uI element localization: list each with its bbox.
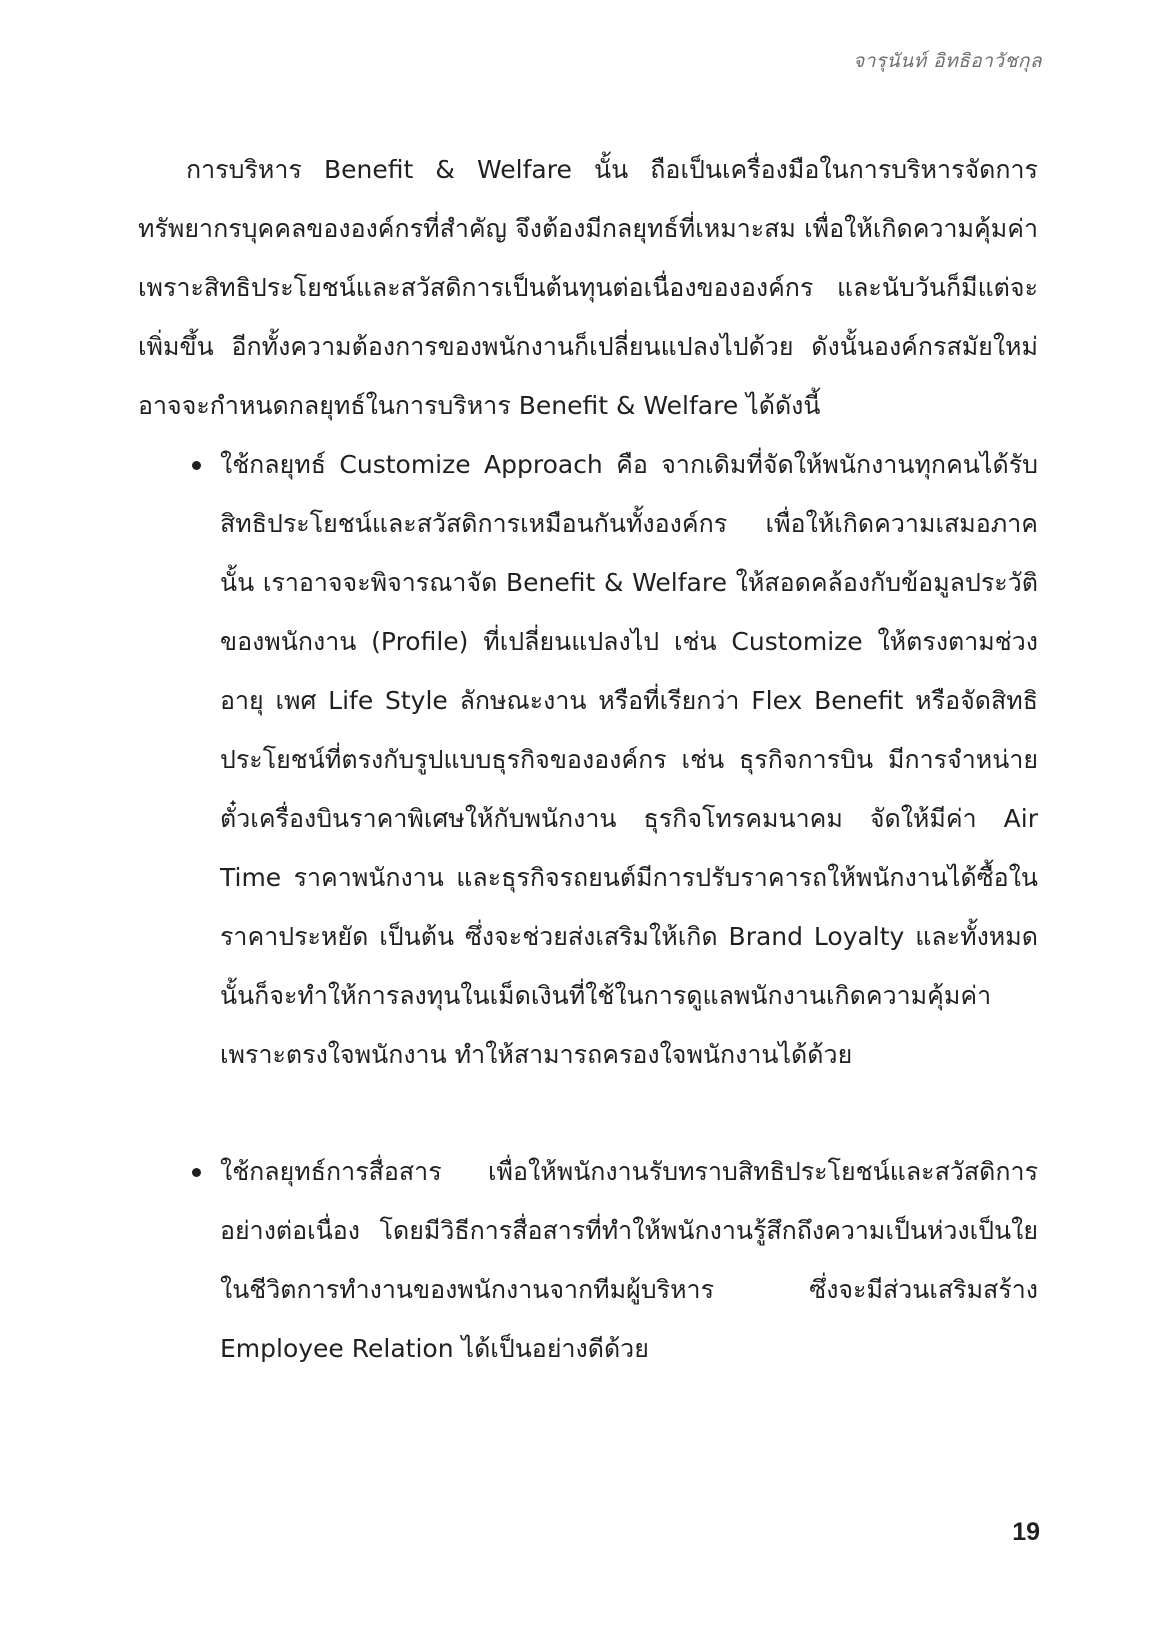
page-body bbox=[138, 140, 1038, 1378]
running-header-author: จารุนันท์ อิทธิอาวัชกุล bbox=[853, 50, 1042, 72]
page-number: 19 bbox=[1012, 1518, 1040, 1546]
intro-paragraph: การบริหาร Benefit & Welfare นั้น ถือเป็นเครื่องมือในการบริหารจัดการทรัพยากรบุคคลขององค์กรที่สำคัญ จึงต้องมีกลยุทธ์ที่เหมาะสม เพื่อให้เกิดความคุ้มค่า เพราะสิทธิประโยชน์และสวัสดิการเป็นต้นทุนต่อเนื่องขององค์กร และนับวันก็มีแต่จะเพิ่มขึ้น อีกทั้งความต้องการของพนักงานก็เปลี่ยนแปลงไปด้วย ดังนั้นองค์กรสมัยใหม่อาจจะกำหนดกลยุทธ์ในการบริหาร Benefit & Welfare ได้ดังนี้ bbox=[138, 155, 1038, 420]
strategy-item-text: ใช้กลยุทธ์ Customize Approach คือ จากเดิมที่จัดให้พนักงานทุกคนได้รับสิทธิประโยชน์และสวัสดิการเหมือนกันทั้งองค์กร เพื่อให้เกิดความเสมอภาคนั้น เราอาจจะพิจารณาจัด Benefit & Welfare ให้สอดคล้องกับข้อมูลประวัติของพนักงาน (Profile) ที่เปลี่ยนแปลงไป เช่น Customize ให้ตรงตามช่วงอายุ เพศ Life Style ลักษณะงาน หรือที่เรียกว่า Flex Benefit หรือจัดสิทธิประโยชน์ที่ตรงกับรูปแบบธุรกิจขององค์กร เช่น ธุรกิจการบิน มีการจำหน่ายตั๋วเครื่องบินราคาพิเศษให้กับพนักงาน ธุรกิจโทรคมนาคม จัดให้มีค่า Air Time ราคาพนักงาน และธุรกิจรถยนต์มีการปรับราคารถให้พนักงานได้ซื้อในราคาประหยัด เป็นต้น ซึ่งจะช่วยส่งเสริมให้เกิด Brand Loyalty และทั้งหมดนั้นก็จะทำให้การลงทุนในเม็ดเงินที่ใช้ในการดูแลพนักงานเกิดความคุ้มค่า เพราะตรงใจพนักงาน ทำให้สามารถครองใจพนักงานได้ด้วย bbox=[220, 450, 1038, 1069]
bullet-dot-icon bbox=[192, 1168, 201, 1177]
strategy-item-communication bbox=[138, 1142, 1038, 1378]
strategy-item-customize bbox=[138, 435, 1038, 1084]
bullet-dot-icon bbox=[192, 461, 201, 470]
strategy-item-text: ใช้กลยุทธ์การสื่อสาร เพื่อให้พนักงานรับทราบสิทธิประโยชน์และสวัสดิการอย่างต่อเนื่อง โดยมีวิธีการสื่อสารที่ทำให้พนักงานรู้สึกถึงความเป็นห่วงเป็นใยในชีวิตการทำงานของพนักงานจากทีมผู้บริหาร ซึ่งจะมีส่วนเสริมสร้าง Employee Relation ได้เป็นอย่างดีด้วย bbox=[220, 1157, 1038, 1363]
strategy-list bbox=[138, 435, 1038, 1378]
